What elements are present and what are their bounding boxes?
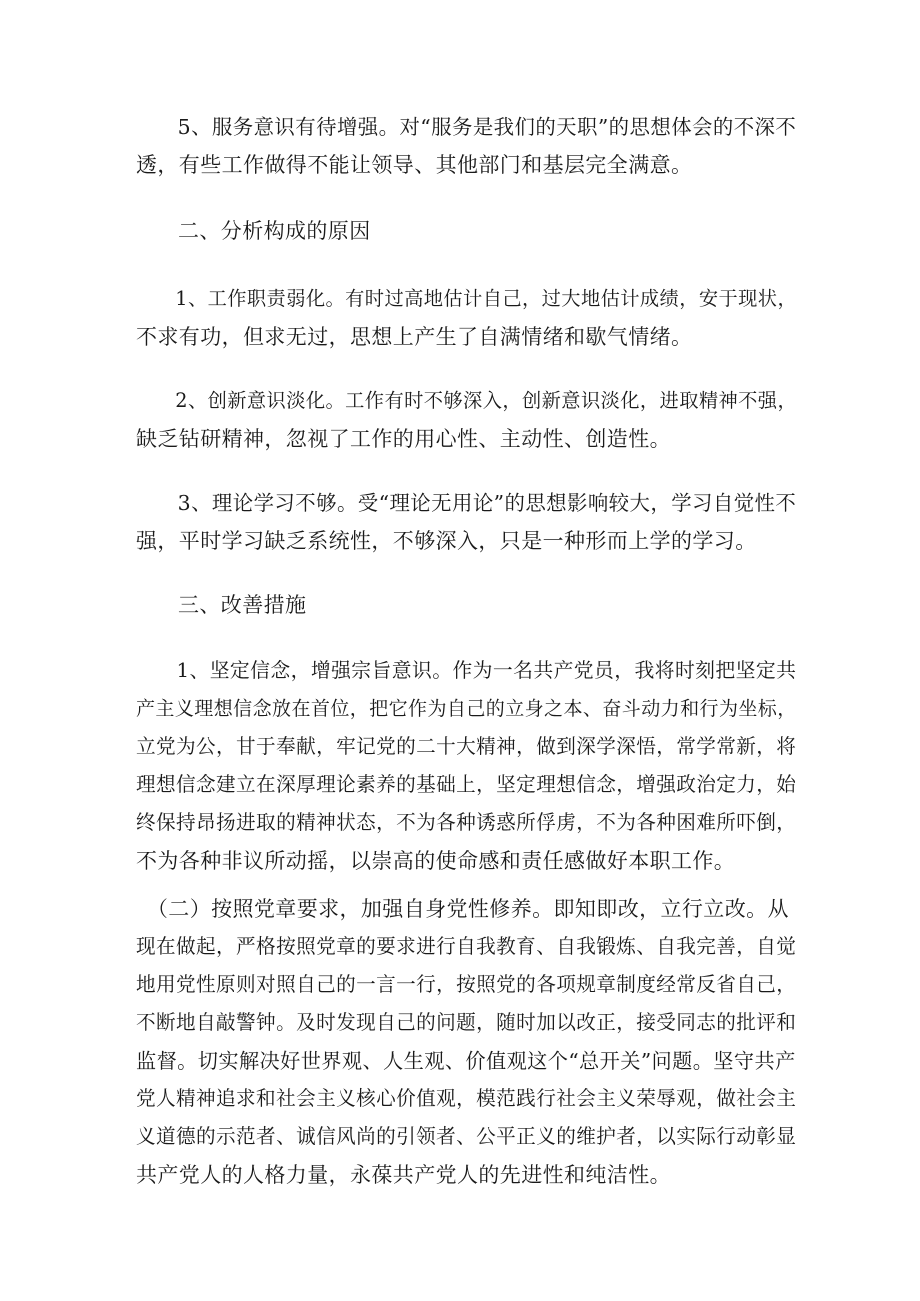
text-line: 强，平时学习缺乏系统性，不够深入，只是一种形而上学的学习。 [136,529,757,553]
text-line: 共产党人的人格力量，永葆共产党人的先进性和纯洁性。 [136,1163,671,1187]
text-line: 不为各种非议所动摇，以崇高的使命感和责任感做好本职工作。 [136,849,736,873]
text-line: 现在做起，严格按照党章的要求进行自我教育、自我锻炼、自我完善，自觉 [136,935,797,958]
text-line: 立党为公，甘于奉献，牢记党的二十大精神，做到深学深悟，常学常新，将 [136,735,797,758]
text-line: 不求有功，但求无过，思想上产生了自满情绪和歇气情绪。 [136,325,693,349]
text-line: 产主义理想信念放在首位，把它作为自己的立身之本、奋斗动力和行为坐标， [136,698,797,720]
paragraph-party-constitution [136,890,796,1194]
text-line: 终保持昂扬进取的精神状态，不为各种诱惑所俘虏，不为各种困难所吓倒， [136,811,797,834]
text-line: 5、服务意识有待增强。对“服务是我们的天职”的思想体会的不深不 [136,115,797,139]
text-line: 1、工作职责弱化。有时过高地估计自己，过大地估计成绩，安于现状， [136,287,798,310]
text-line: 义道德的示范者、诚信风尚的引领者、公平正义的维护者，以实际行动彰显 [136,1125,797,1148]
paragraph-duty-weakened [136,280,796,356]
paragraph-theory-study [136,484,796,560]
text-line: 2、创新意识淡化。工作有时不够深入，创新意识淡化，进取精神不强， [136,389,798,412]
text-line: 地用党性原则对照自己的一言一行，按照党的各项规章制度经常反省自己， [136,973,797,996]
paragraph-innovation-weakened [136,382,796,458]
paragraph-firm-belief [136,652,796,880]
text-line: 不断地自敲警钟。及时发现自己的问题，随时加以改正，接受同志的批评和 [136,1011,797,1034]
text-line: 监督。切实解决好世界观、人生观、价值观这个“总开关”问题。坚守共产 [136,1049,796,1073]
text-line: （二）按照党章要求，加强自身党性修养。即知即改，立行立改。从 [136,897,789,921]
text-line: 3、理论学习不够。受“理论无用论”的思想影响较大，学习自觉性不 [136,491,797,515]
text-line: 缺乏钻研精神，忽视了工作的用心性、主动性、创造性。 [136,427,671,451]
section-heading-measures: 三、改善措施 [178,593,307,617]
text-line: 理想信念建立在深厚理论素养的基础上，坚定理想信念，增强政治定力，始 [136,773,797,796]
text-line: 透，有些工作做得不能让领导、其他部门和基层完全满意。 [136,153,693,177]
paragraph-service-awareness [136,108,796,184]
text-line: 党人精神追求和社会主义核心价值观，模范践行社会主义荣辱观，做社会主 [136,1087,797,1110]
section-heading-causes: 二、分析构成的原因 [178,219,371,243]
text-line: 1、坚定信念，增强宗旨意识。作为一名共产党员，我将时刻把坚定共 [136,659,797,682]
